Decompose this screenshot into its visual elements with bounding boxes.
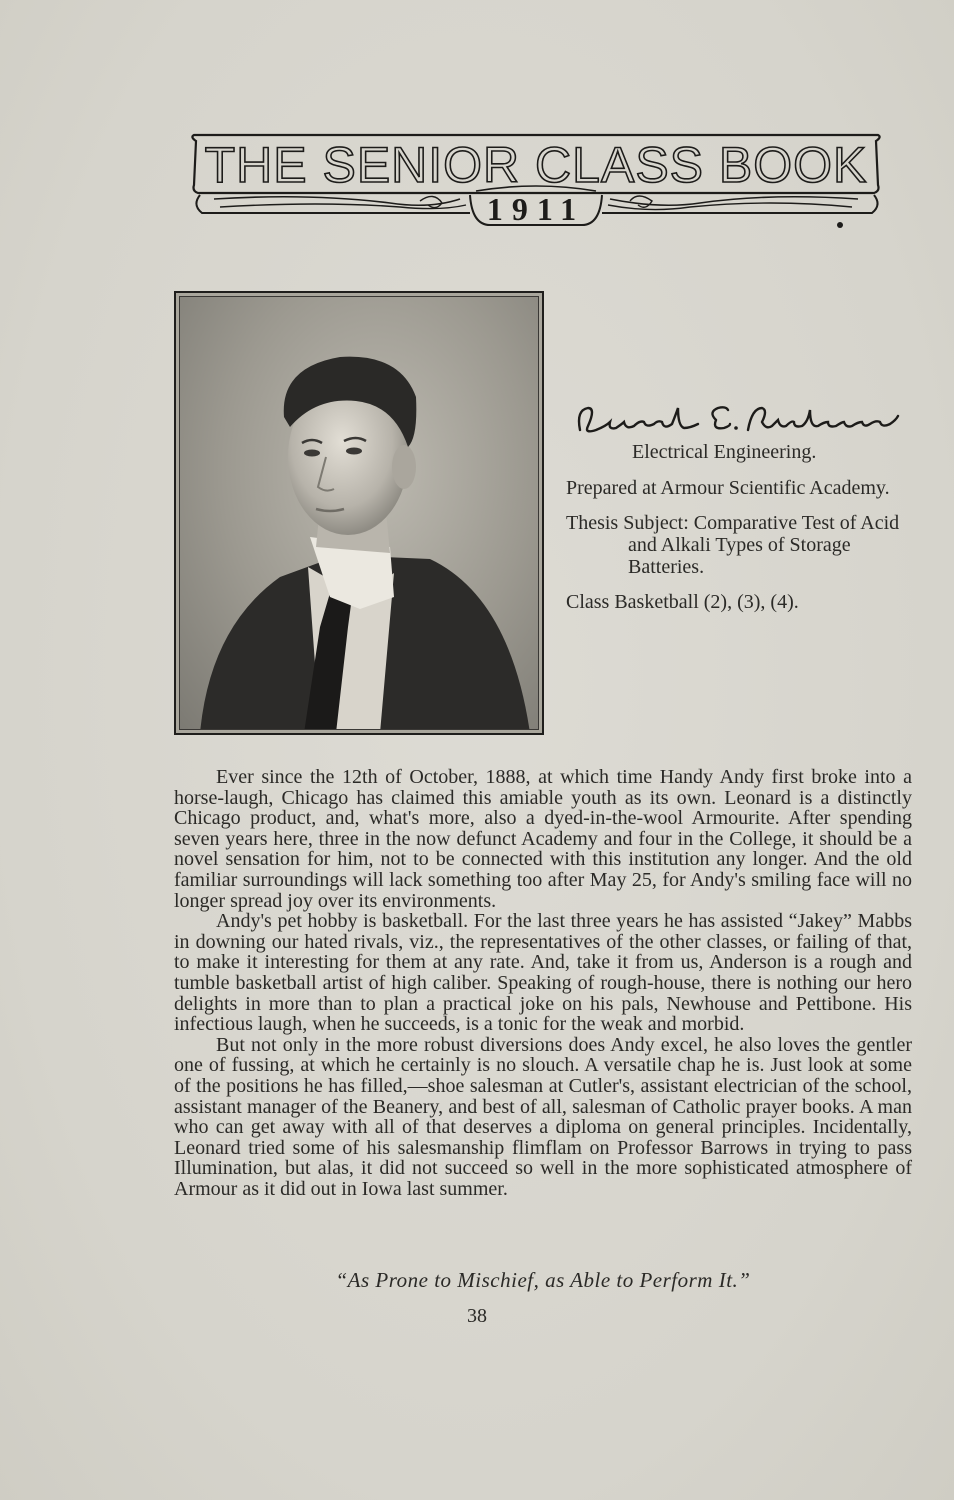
student-info <box>566 441 916 613</box>
page-number: 38 <box>467 1305 487 1327</box>
handwritten-signature <box>566 400 916 444</box>
prepared-at: Prepared at Armour Scientific Academy. <box>566 477 890 499</box>
activities: Class Basketball (2), (3), (4). <box>566 591 799 613</box>
paragraph-1: Ever since the 12th of October, 1888, at which time Handy Andy first broke into a horse-laugh, Chicago has claimed this amiable youth as its own. Leonard is a distinctly Chicago product, and, what's more, also a dyed-in-the-wool Armourite. After spending seven years here, three in the now defunct Academy and four in the College, it should be a novel sensation for him, not to be connected with this institution any longer. And the old familiar surroundings will lack something too after May 25, for Andy's smiling face will no longer spread joy over its environments. <box>174 766 912 912</box>
portrait-photo <box>174 291 544 735</box>
book-year: 1911 <box>486 191 586 227</box>
department: Electrical Engineering. <box>632 441 817 463</box>
portrait-figure <box>180 297 539 730</box>
paragraph-3: But not only in the more robust diversions does Andy excel, he also loves the gentler one of fussing, at which he certainly is no slouch. A versatile chap he is. Just look at some of the positions he has filled,—shoe salesman at Cutler's, assistant electrician of the school, assistant manager of the Beanery, and best of all, salesman of Catholic prayer books. A man who can get away with all of that deserves a diploma on general principles. Incidentally, Leonard tried some of his salesmanship flimflam on Professor Barrows in trying to pass Illumination, but alas, it did not succeed so well in the more sophisticated atmosphere of Armour as it did out in Iowa last summer. <box>174 1033 912 1200</box>
paragraph-2: Andy's pet hobby is basketball. For the last three years he has assisted “Jakey” Mabbs in downing our hated rivals, viz., the representatives of the other classes, or failing of that, to make it interesting for them at any rate. And, take it from us, Anderson is a rough and tumble basketball artist of high caliber. Speaking of rough-house, there is nothing our hero delights in more than to plan a practical joke on his pals, Newhouse and Pettibone. His infectious laugh, when he succeeds, is a tonic for the weak and morbid. <box>174 910 912 1036</box>
biography-text <box>174 767 912 1199</box>
header-banner <box>190 133 882 233</box>
book-title: THE SENIOR CLASS BOOK <box>204 137 868 193</box>
motto: “As Prone to Mischief, as Able to Perform It.” <box>335 1268 751 1292</box>
thesis-subject: Thesis Subject: Comparative Test of Acid and Alkali Types of Storage Batteries. <box>566 512 900 578</box>
